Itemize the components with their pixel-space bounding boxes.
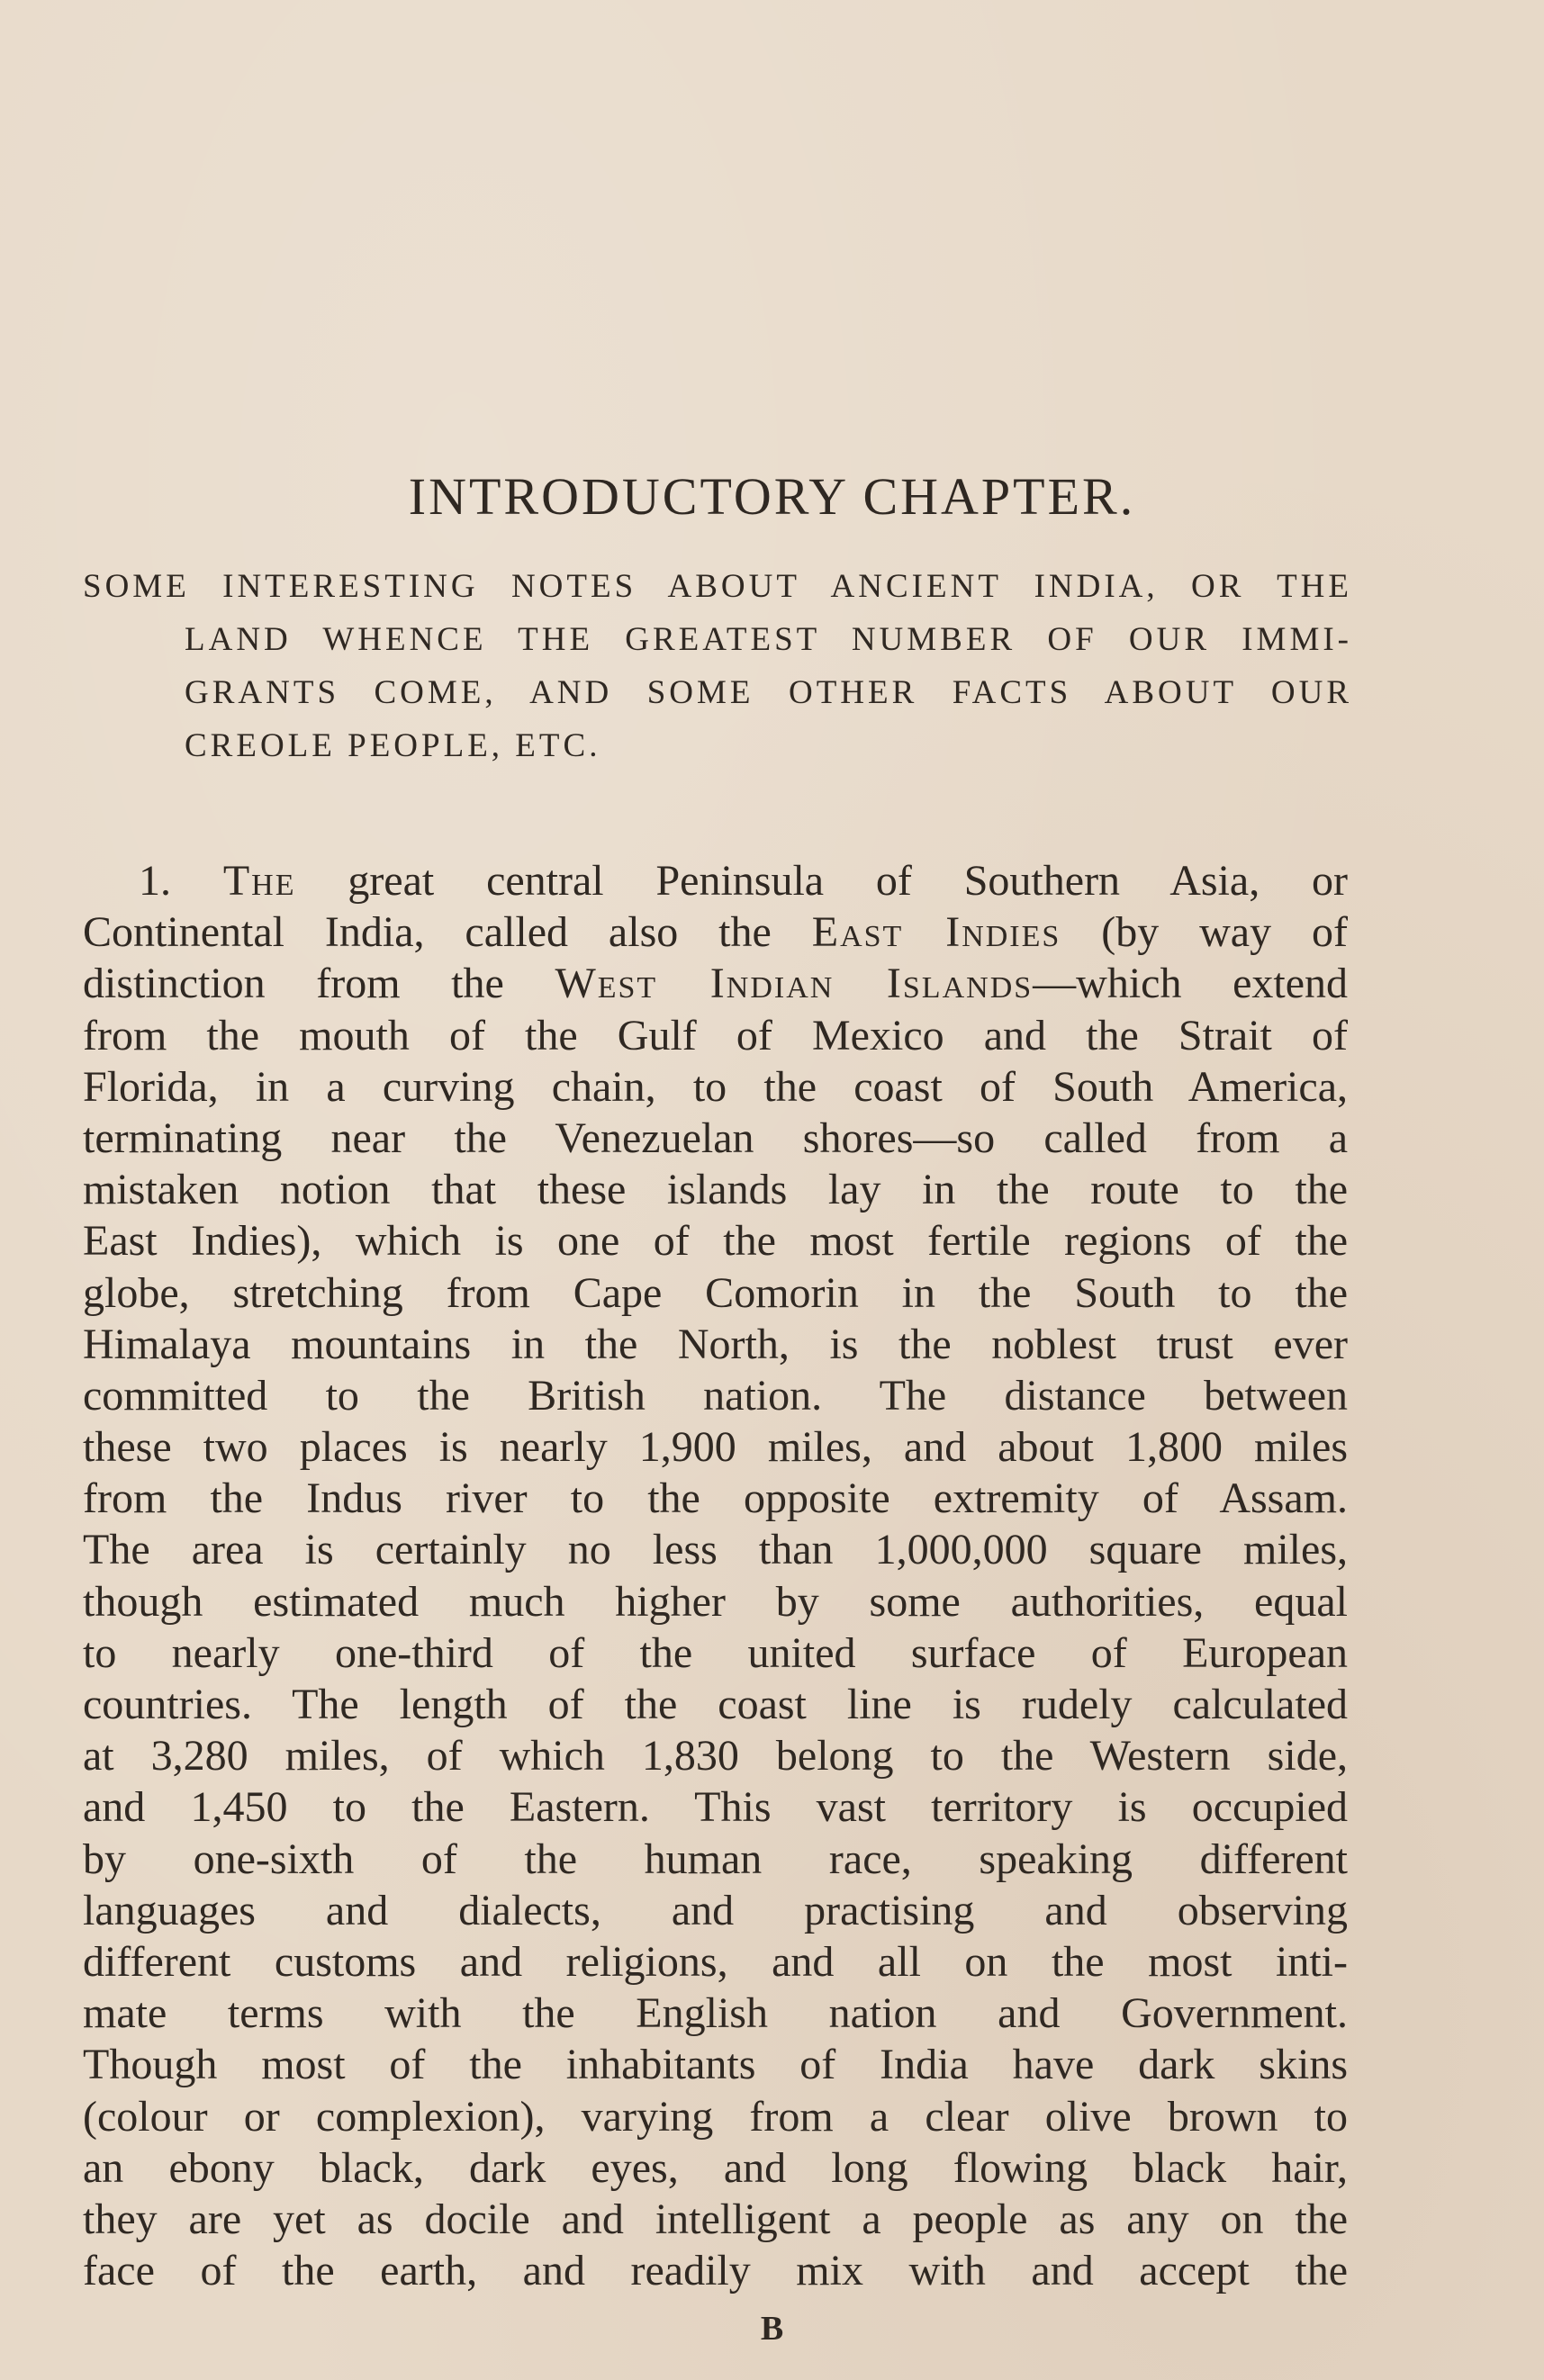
- paragraph-line: languages and dialects, and practising and observing: [83, 1886, 1348, 1934]
- paragraph-line: [83, 906, 1348, 958]
- paragraph-line: though estimated much higher by some authorities, equal: [83, 1577, 1348, 1626]
- subtitle-line: GRANTS COME, AND SOME OTHER FACTS ABOUT OUR: [185, 674, 1352, 711]
- paragraph-line: mate terms with the English nation and Government.: [83, 1989, 1348, 2038]
- paragraph-text: great central Peninsula of Southern Asia, or: [348, 857, 1349, 905]
- paragraph-line: Though most of the inhabitants of India have dark skins: [83, 2041, 1348, 2089]
- paragraph-line: terminating near the Venezuelan shores—so called from a: [83, 1113, 1348, 1162]
- signature-mark: B: [760, 2310, 784, 2348]
- subtitle-line: LAND WHENCE THE GREATEST NUMBER OF OUR IMMI-: [185, 621, 1352, 658]
- paragraph-number: 1.: [139, 857, 171, 905]
- paragraph-line: committed to the British nation. The distance between: [83, 1371, 1348, 1420]
- small-caps-term: East Indies: [811, 908, 1061, 957]
- paragraph-line: [83, 855, 1348, 906]
- paragraph-line: East Indies), which is one of the most fertile regions of the: [83, 1217, 1348, 1266]
- small-caps-word: The: [222, 857, 296, 905]
- paragraph-text: distinction from the: [83, 960, 504, 1008]
- paragraph-line: and 1,450 to the Eastern. This vast territory is occupied: [83, 1783, 1348, 1832]
- paragraph-line: Himalaya mountains in the North, is the noblest trust ever: [83, 1320, 1348, 1368]
- chapter-subtitle: [83, 567, 1352, 780]
- paragraph-line: they are yet as docile and intelligent a people as any on the: [83, 2195, 1348, 2243]
- paragraph-line: at 3,280 miles, of which 1,830 belong to the Western side,: [83, 1732, 1348, 1780]
- paragraph-line: these two places is nearly 1,900 miles, and about 1,800 miles: [83, 1423, 1348, 1472]
- paragraph-text: (by way of: [1101, 908, 1349, 957]
- paragraph-line: [83, 958, 1348, 1009]
- paragraph-line: The area is certainly no less than 1,000,000 square miles,: [83, 1526, 1348, 1574]
- paragraph-line: mistaken notion that these islands lay in the route to the: [83, 1166, 1348, 1214]
- paragraph-1: [83, 855, 1348, 2296]
- paragraph-line: to nearly one-third of the united surface of European: [83, 1628, 1348, 1677]
- paragraph-line: (colour or complexion), varying from a clear olive brown to: [83, 2092, 1348, 2141]
- paragraph-line: from the mouth of the Gulf of Mexico and the Strait of: [83, 1011, 1348, 1059]
- paragraph-line: globe, stretching from Cape Comorin in the South to the: [83, 1268, 1348, 1317]
- paragraph-text: Continental India, called also the: [83, 908, 772, 957]
- paragraph-text: —which extend: [1033, 960, 1349, 1008]
- paragraph-line: from the Indus river to the opposite extremity of Assam.: [83, 1474, 1348, 1523]
- paragraph-line: by one-sixth of the human race, speaking different: [83, 1835, 1348, 1883]
- subtitle-line: SOME INTERESTING NOTES ABOUT ANCIENT INDIA, OR THE: [83, 568, 1352, 605]
- paragraph-line: Florida, in a curving chain, to the coast of South America,: [83, 1062, 1348, 1111]
- paragraph-line: different customs and religions, and all on the most inti-: [83, 1937, 1348, 1986]
- small-caps-term: West Indian Islands: [555, 960, 1034, 1008]
- paragraph-line: an ebony black, dark eyes, and long flowing black hair,: [83, 2143, 1348, 2192]
- subtitle-line: CREOLE PEOPLE, ETC.: [185, 727, 601, 764]
- paragraph-line: countries. The length of the coast line is rudely calculated: [83, 1681, 1348, 1728]
- paragraph-line: face of the earth, and readily mix with and accept the: [83, 2247, 1348, 2295]
- chapter-title: INTRODUCTORY CHAPTER.: [408, 467, 1136, 526]
